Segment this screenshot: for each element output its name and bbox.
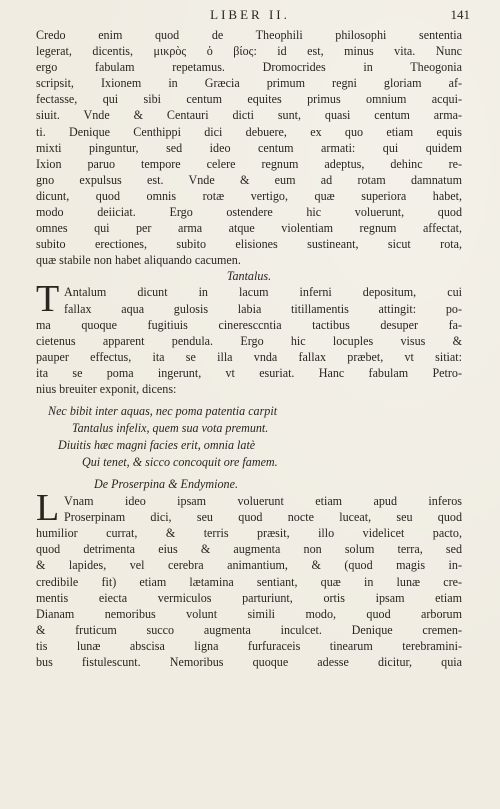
section-heading-proserpina: De Proserpina & Endymione. (94, 477, 238, 492)
ixion-paragraph (36, 27, 462, 268)
text-line: scripsit, Ixionem in Græcia primum regni gloriam af- (36, 76, 462, 91)
text-line: Dianam nemoribus volunt simili modo, quod arborum (36, 606, 462, 621)
text-line: tis lunæ abscisa ligna furfuraceis tinearum terebramini- (36, 638, 462, 653)
verse-line: Diuitis hæc magni facies erit, omnia latè (58, 438, 256, 453)
text-line: quæ stabile non habet aliquando cacumen. (36, 253, 241, 268)
text-line: nius breuiter exponit, dicens: (36, 381, 177, 396)
text-line: Antalum dicunt in lacum inferni depositum, cui (64, 285, 462, 300)
text-line: siuit. Vnde & Centauri dicti sunt, quasi centum arma- (36, 108, 462, 123)
text-line: quod detrimenta eius & augmenta non solum terra, sed (36, 542, 462, 557)
verse-line: Nec bibit inter aquas, nec poma patentia carpit (48, 404, 278, 419)
text-line: subito erectiones, subito elisiones sustineant, sicut rota, (36, 237, 462, 252)
text-line: legerat, dicentis, μικρὸς ὁ βίος: id est, minus vita. Nunc (36, 44, 462, 59)
text-line: ergo fabulam repetamus. Dromocrides in Theogonia (36, 60, 462, 75)
text-line: Proserpinam dici, seu quod nocte luceat, seu quod (64, 510, 462, 525)
text-line: dicunt, quod omnis rotæ vertigo, quæ superiora habet, (36, 188, 462, 203)
text-line: mentis eiecta vermiculos parturiunt, ortis ipsam etiam (36, 590, 462, 605)
tantalus-paragraph (36, 278, 462, 397)
page-header (0, 7, 500, 25)
text-line: mixti pinguntur, sed ideo centum armati: qui quidem (36, 140, 462, 155)
page-number: 141 (450, 7, 470, 22)
text-line: gno expulsus est. Vnde & eum ad rotam damnatum (36, 172, 462, 187)
text-line: ti. Denique Centhippi dici debuere, ex quo etiam equis (36, 124, 462, 139)
text-line: modo deiiciat. Ergo ostendere hic voluerunt, quod (36, 205, 462, 220)
text-line: cietenus apparent pendula. Ergo hic locuples visus & (36, 333, 462, 348)
text-line: bus fistulescunt. Nemoribus quoque adesse dicitur, quia (36, 655, 462, 669)
text-line: pauper effectus, ita se illa vnda fallax præbet, vt sitiat: (36, 349, 462, 364)
text-line: & fruticum succo augmenta inculcet. Denique cremen- (36, 622, 462, 637)
text-line: ita se poma ingerunt, vt esuriat. Hanc fabulam Petro- (36, 365, 462, 380)
text-line: fallax aqua gulosis labia titillamentis attingit: po- (64, 301, 462, 316)
text-line: Ixion paruo tempore celere regnum adeptus, dehinc re- (36, 156, 462, 171)
section-heading-tantalus: Tantalus. (226, 269, 272, 284)
drop-cap: T (36, 278, 60, 321)
verse-line: Tantalus infelix, quem sua vota premunt. (72, 421, 269, 436)
text-line: humilior currat, & terris præsit, illo videlicet pacto, (36, 526, 462, 541)
text-line: credibile fit) etiam lætamina sentiant, quæ in lunæ cre- (36, 574, 462, 589)
text-line: & lapides, vel cerebra animantium, & (quod magis in- (36, 558, 462, 573)
verse-quotation (36, 403, 462, 471)
text-line: ma quoque fugitiuis cineresccntia tactibus desuper fa- (36, 317, 462, 332)
text-line: Vnam ideo ipsam voluerunt etiam apud inferos (64, 494, 462, 509)
text-line: Credo enim quod de Theophili philosophi sententia (36, 28, 462, 42)
drop-cap: L (36, 487, 60, 530)
text-line: omnes qui per arma atque violentiam regnum affectat, (36, 221, 462, 236)
proserpina-paragraph (36, 487, 462, 670)
body-text (36, 27, 462, 670)
verse-line: Qui tenet, & sicco concoquit ore famem. (82, 455, 278, 470)
running-head: LIBER II. (210, 7, 290, 22)
text-line: fectasse, qui sibi centum equites primus omnium acqui- (36, 92, 462, 107)
